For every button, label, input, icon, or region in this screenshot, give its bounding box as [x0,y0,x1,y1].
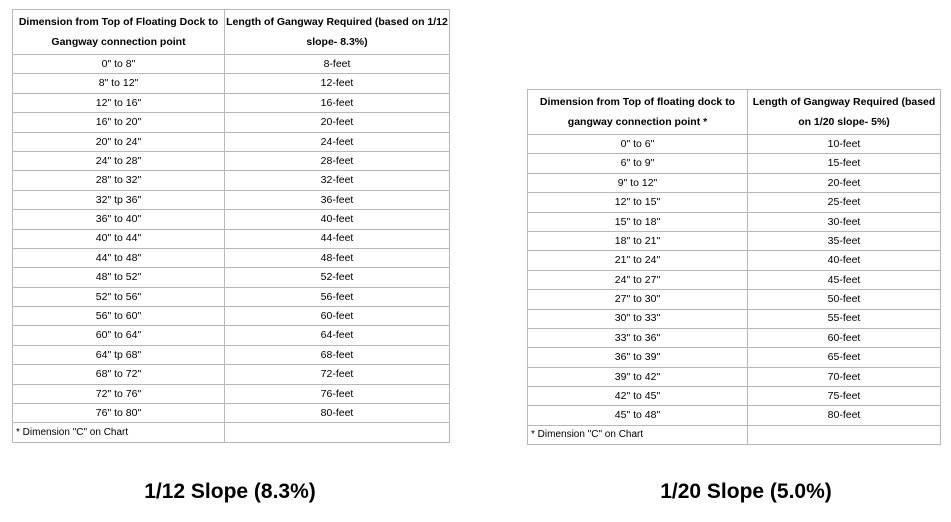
dimension-range-cell: 12" to 16" [13,93,225,112]
gangway-length-cell: 70-feet [748,367,941,386]
table-row [528,251,941,270]
table-header-row [13,10,450,55]
dimension-range-cell: 64" tp 68" [13,345,225,364]
table-header-row [528,90,941,135]
column-header-dimension: Dimension from Top of Floating Dock to Gangway connection point [13,10,225,55]
dimension-range-cell: 40" to 44" [13,229,225,248]
caption-1-12-slope: 1/12 Slope (8.3%) [144,480,316,503]
table-row [13,268,450,287]
gangway-length-cell: 8-feet [225,55,450,74]
gangway-length-cell: 40-feet [225,210,450,229]
table-row [13,151,450,170]
table-row [528,367,941,386]
gangway-length-cell: 20-feet [225,113,450,132]
caption-1-20-slope: 1/20 Slope (5.0%) [660,480,832,503]
table-row [13,365,450,384]
column-header-dimension: Dimension from Top of floating dock to gangway connection point * [528,90,748,135]
dimension-range-cell: 36" to 39" [528,348,748,367]
gangway-length-cell: 36-feet [225,190,450,209]
gangway-length-cell: 60-feet [748,328,941,347]
table-row [13,210,450,229]
gangway-length-cell: 72-feet [225,365,450,384]
gangway-length-cell: 10-feet [748,135,941,154]
gangway-length-cell: 50-feet [748,290,941,309]
gangway-length-cell: 60-feet [225,307,450,326]
table-row [528,231,941,250]
dimension-range-cell: 9" to 12" [528,173,748,192]
dimension-range-cell: 15" to 18" [528,212,748,231]
table-row [13,345,450,364]
gangway-length-cell: 75-feet [748,387,941,406]
dimension-range-cell: 60" to 64" [13,326,225,345]
dimension-range-cell: 12" to 15" [528,193,748,212]
dimension-range-cell: 27" to 30" [528,290,748,309]
table-row [13,113,450,132]
gangway-length-cell: 32-feet [225,171,450,190]
dimension-range-cell: 8" to 12" [13,74,225,93]
dimension-range-cell: 16" to 20" [13,113,225,132]
column-header-gangway-length: Length of Gangway Required (based on 1/12 slope- 8.3%) [225,10,450,55]
table-row [528,173,941,192]
footnote-row [528,425,941,444]
dimension-range-cell: 72" to 76" [13,384,225,403]
table-row [13,132,450,151]
table-row [13,307,450,326]
dimension-range-cell: 21" to 24" [528,251,748,270]
dimension-range-cell: 28" to 32" [13,171,225,190]
gangway-length-cell: 24-feet [225,132,450,151]
dimension-range-cell: 24" to 28" [13,151,225,170]
table-row [13,326,450,345]
gangway-length-cell: 16-feet [225,93,450,112]
gangway-length-cell: 56-feet [225,287,450,306]
table-row [13,55,450,74]
empty-cell [748,425,941,444]
dimension-range-cell: 68" to 72" [13,365,225,384]
gangway-length-cell: 15-feet [748,154,941,173]
dimension-range-cell: 0" to 6" [528,135,748,154]
gangway-length-cell: 44-feet [225,229,450,248]
table-row [13,248,450,267]
dimension-range-cell: 18" to 21" [528,231,748,250]
table-row [13,404,450,423]
gangway-length-cell: 45-feet [748,270,941,289]
table-row [528,328,941,347]
dimension-range-cell: 33" to 36" [528,328,748,347]
dimension-range-cell: 76" to 80" [13,404,225,423]
table-row [13,171,450,190]
gangway-table-1-12-slope [12,9,450,443]
gangway-length-cell: 68-feet [225,345,450,364]
table-row [528,309,941,328]
dimension-range-cell: 42" to 45" [528,387,748,406]
dimension-range-cell: 0" to 8" [13,55,225,74]
dimension-range-cell: 6" to 9" [528,154,748,173]
gangway-length-cell: 52-feet [225,268,450,287]
table-row [528,348,941,367]
dimension-range-cell: 20" to 24" [13,132,225,151]
table-row [528,154,941,173]
gangway-length-cell: 80-feet [225,404,450,423]
table-row [13,190,450,209]
table-row [528,406,941,425]
dimension-range-cell: 32" tp 36" [13,190,225,209]
footnote-cell: * Dimension "C" on Chart [528,425,748,444]
gangway-length-cell: 20-feet [748,173,941,192]
dimension-range-cell: 45" to 48" [528,406,748,425]
dimension-range-cell: 48" to 52" [13,268,225,287]
empty-cell [225,423,450,442]
footnote-cell: * Dimension "C" on Chart [13,423,225,442]
footnote-row [13,423,450,442]
table-row [13,93,450,112]
gangway-length-cell: 40-feet [748,251,941,270]
gangway-length-cell: 76-feet [225,384,450,403]
gangway-length-cell: 64-feet [225,326,450,345]
dimension-range-cell: 56" to 60" [13,307,225,326]
gangway-table-1-20-slope [527,89,941,445]
table-body [13,55,450,443]
table-row [528,193,941,212]
table-row [13,384,450,403]
gangway-length-cell: 28-feet [225,151,450,170]
gangway-length-cell: 12-feet [225,74,450,93]
gangway-length-cell: 48-feet [225,248,450,267]
table-row [528,212,941,231]
table-row [528,290,941,309]
gangway-length-cell: 35-feet [748,231,941,250]
table-row [528,135,941,154]
dimension-range-cell: 44" to 48" [13,248,225,267]
column-header-gangway-length: Length of Gangway Required (based on 1/20 slope- 5%) [748,90,941,135]
table-row [528,270,941,289]
gangway-length-cell: 65-feet [748,348,941,367]
dimension-range-cell: 36" to 40" [13,210,225,229]
table-body [528,135,941,445]
dimension-range-cell: 30" to 33" [528,309,748,328]
dimension-range-cell: 52" to 56" [13,287,225,306]
table-row [13,74,450,93]
gangway-length-cell: 80-feet [748,406,941,425]
dimension-range-cell: 24" to 27" [528,270,748,289]
gangway-length-cell: 55-feet [748,309,941,328]
gangway-length-cell: 25-feet [748,193,941,212]
table-row [13,229,450,248]
table-row [528,387,941,406]
gangway-length-cell: 30-feet [748,212,941,231]
table-row [13,287,450,306]
dimension-range-cell: 39" to 42" [528,367,748,386]
